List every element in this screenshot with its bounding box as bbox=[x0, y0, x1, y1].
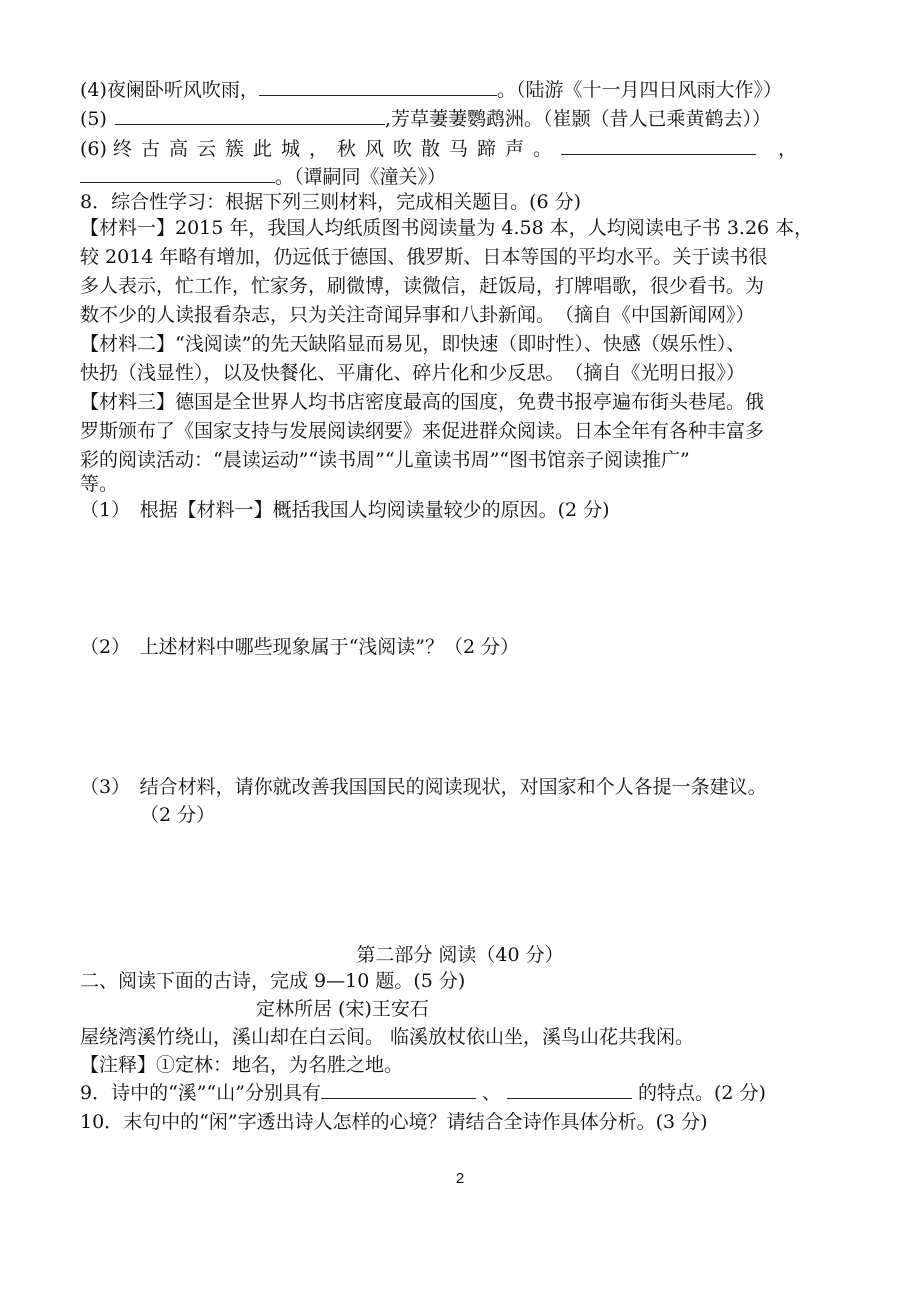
poem-title: 定林所居 (宋)王安石 bbox=[256, 998, 429, 1020]
question-number: (4) bbox=[80, 79, 107, 101]
question-text: 9．诗中的“溪”“山”分别具有 bbox=[80, 1082, 321, 1104]
q8-sub2: （2） 上述材料中哪些现象属于“浅阅读”？（2 分） bbox=[80, 636, 520, 658]
material1-line: 【材料一】2015 年，我国人均纸质图书阅读量为 4.58 本，人均阅读电子书 3.26 本， bbox=[80, 217, 814, 239]
material3-line: 等。 bbox=[80, 473, 119, 495]
material1-line: 较 2014 年略有增加，仍远低于德国、俄罗斯、日本等国的平均水平。关于读书很 bbox=[80, 246, 768, 268]
q8-heading: 8．综合性学习：根据下列三则材料，完成相关题目。(6 分) bbox=[80, 191, 582, 213]
material3-line: 罗斯颁布了《国家支持与发展阅读纲要》来促进群众阅读。日本全年有各种丰富多 bbox=[80, 420, 765, 442]
q8-sub3: （3） 结合材料，请你就改善我国国民的阅读现状，对国家和个人各提一条建议。 bbox=[80, 776, 767, 798]
answer-blank[interactable] bbox=[507, 1080, 632, 1099]
question-text: 夜阑卧听风吹雨， bbox=[106, 79, 259, 101]
section-heading: 二、阅读下面的古诗，完成 9—10 题。(5 分) bbox=[80, 970, 466, 992]
question-text: 终古高云簇此城，秋风吹散马蹄声。 bbox=[112, 138, 561, 160]
question-tail: 的特点。(2 分) bbox=[637, 1082, 766, 1104]
question-10: 10．末句中的“闲”字透出诗人怎样的心境？请结合全诗作具体分析。(3 分) bbox=[80, 1111, 708, 1133]
answer-blank[interactable] bbox=[561, 136, 756, 155]
question-source: ,芳草萋萋鹦鹉洲。（崔颢（昔人已乘黄鹤去）） bbox=[384, 108, 771, 130]
comma: ， bbox=[777, 138, 797, 160]
question-source: 。（谭嗣同《潼关》） bbox=[275, 166, 447, 188]
question-source: 。（陆游《十一月四日风雨大作》） bbox=[496, 79, 782, 101]
material3-line: 【材料三】德国是全世界人均书店密度最高的国度，免费书报亭遍布街头巷尾。俄 bbox=[80, 391, 765, 413]
part2-title: 第二部分 阅读（40 分） bbox=[356, 944, 564, 966]
material2-line: 【材料二】“浅阅读”的先天缺陷显而易见，即快速（即时性）、快感（娱乐性）、 bbox=[80, 333, 746, 355]
poem-question-4 bbox=[80, 77, 782, 103]
poem-note: 【注释】①定林：地名，为名胜之地。 bbox=[80, 1054, 404, 1076]
material3-line: 彩的阅读活动：“晨读运动”“读书周”“儿童读书周”“图书馆亲子阅读推广” bbox=[80, 449, 690, 471]
answer-blank[interactable] bbox=[321, 1080, 476, 1099]
poem-question-6-continued bbox=[80, 164, 446, 190]
answer-blank[interactable] bbox=[115, 106, 385, 125]
material1-line: 数不少的人读报看杂志，只为关注奇闻异事和八卦新闻。 （摘自《中国新闻网》） bbox=[80, 304, 755, 326]
separator: 、 bbox=[481, 1082, 501, 1104]
material1-line: 多人表示，忙工作，忙家务，刷微博，读微信，赶饭局，打牌唱歌，很少看书。为 bbox=[80, 275, 765, 297]
question-number: (5) bbox=[80, 108, 107, 130]
q8-sub1: （1） 根据【材料一】概括我国人均阅读量较少的原因。(2 分) bbox=[80, 499, 610, 521]
question-9 bbox=[80, 1080, 766, 1106]
poem-text: 屋绕湾溪竹绕山，溪山却在白云间。 临溪放杖依山坐，溪鸟山花共我闲。 bbox=[80, 1026, 695, 1048]
answer-blank[interactable] bbox=[259, 77, 497, 96]
material2-line: 快扔（浅显性），以及快餐化、平庸化、碎片化和少反思。 （摘自《光明日报》） bbox=[80, 362, 746, 384]
poem-question-5 bbox=[80, 106, 771, 132]
question-number: (6) bbox=[80, 138, 107, 160]
q8-sub3-score: （2 分） bbox=[140, 804, 216, 826]
poem-question-6 bbox=[80, 136, 797, 162]
answer-blank[interactable] bbox=[80, 164, 275, 183]
page-number: 2 bbox=[455, 1170, 465, 1187]
